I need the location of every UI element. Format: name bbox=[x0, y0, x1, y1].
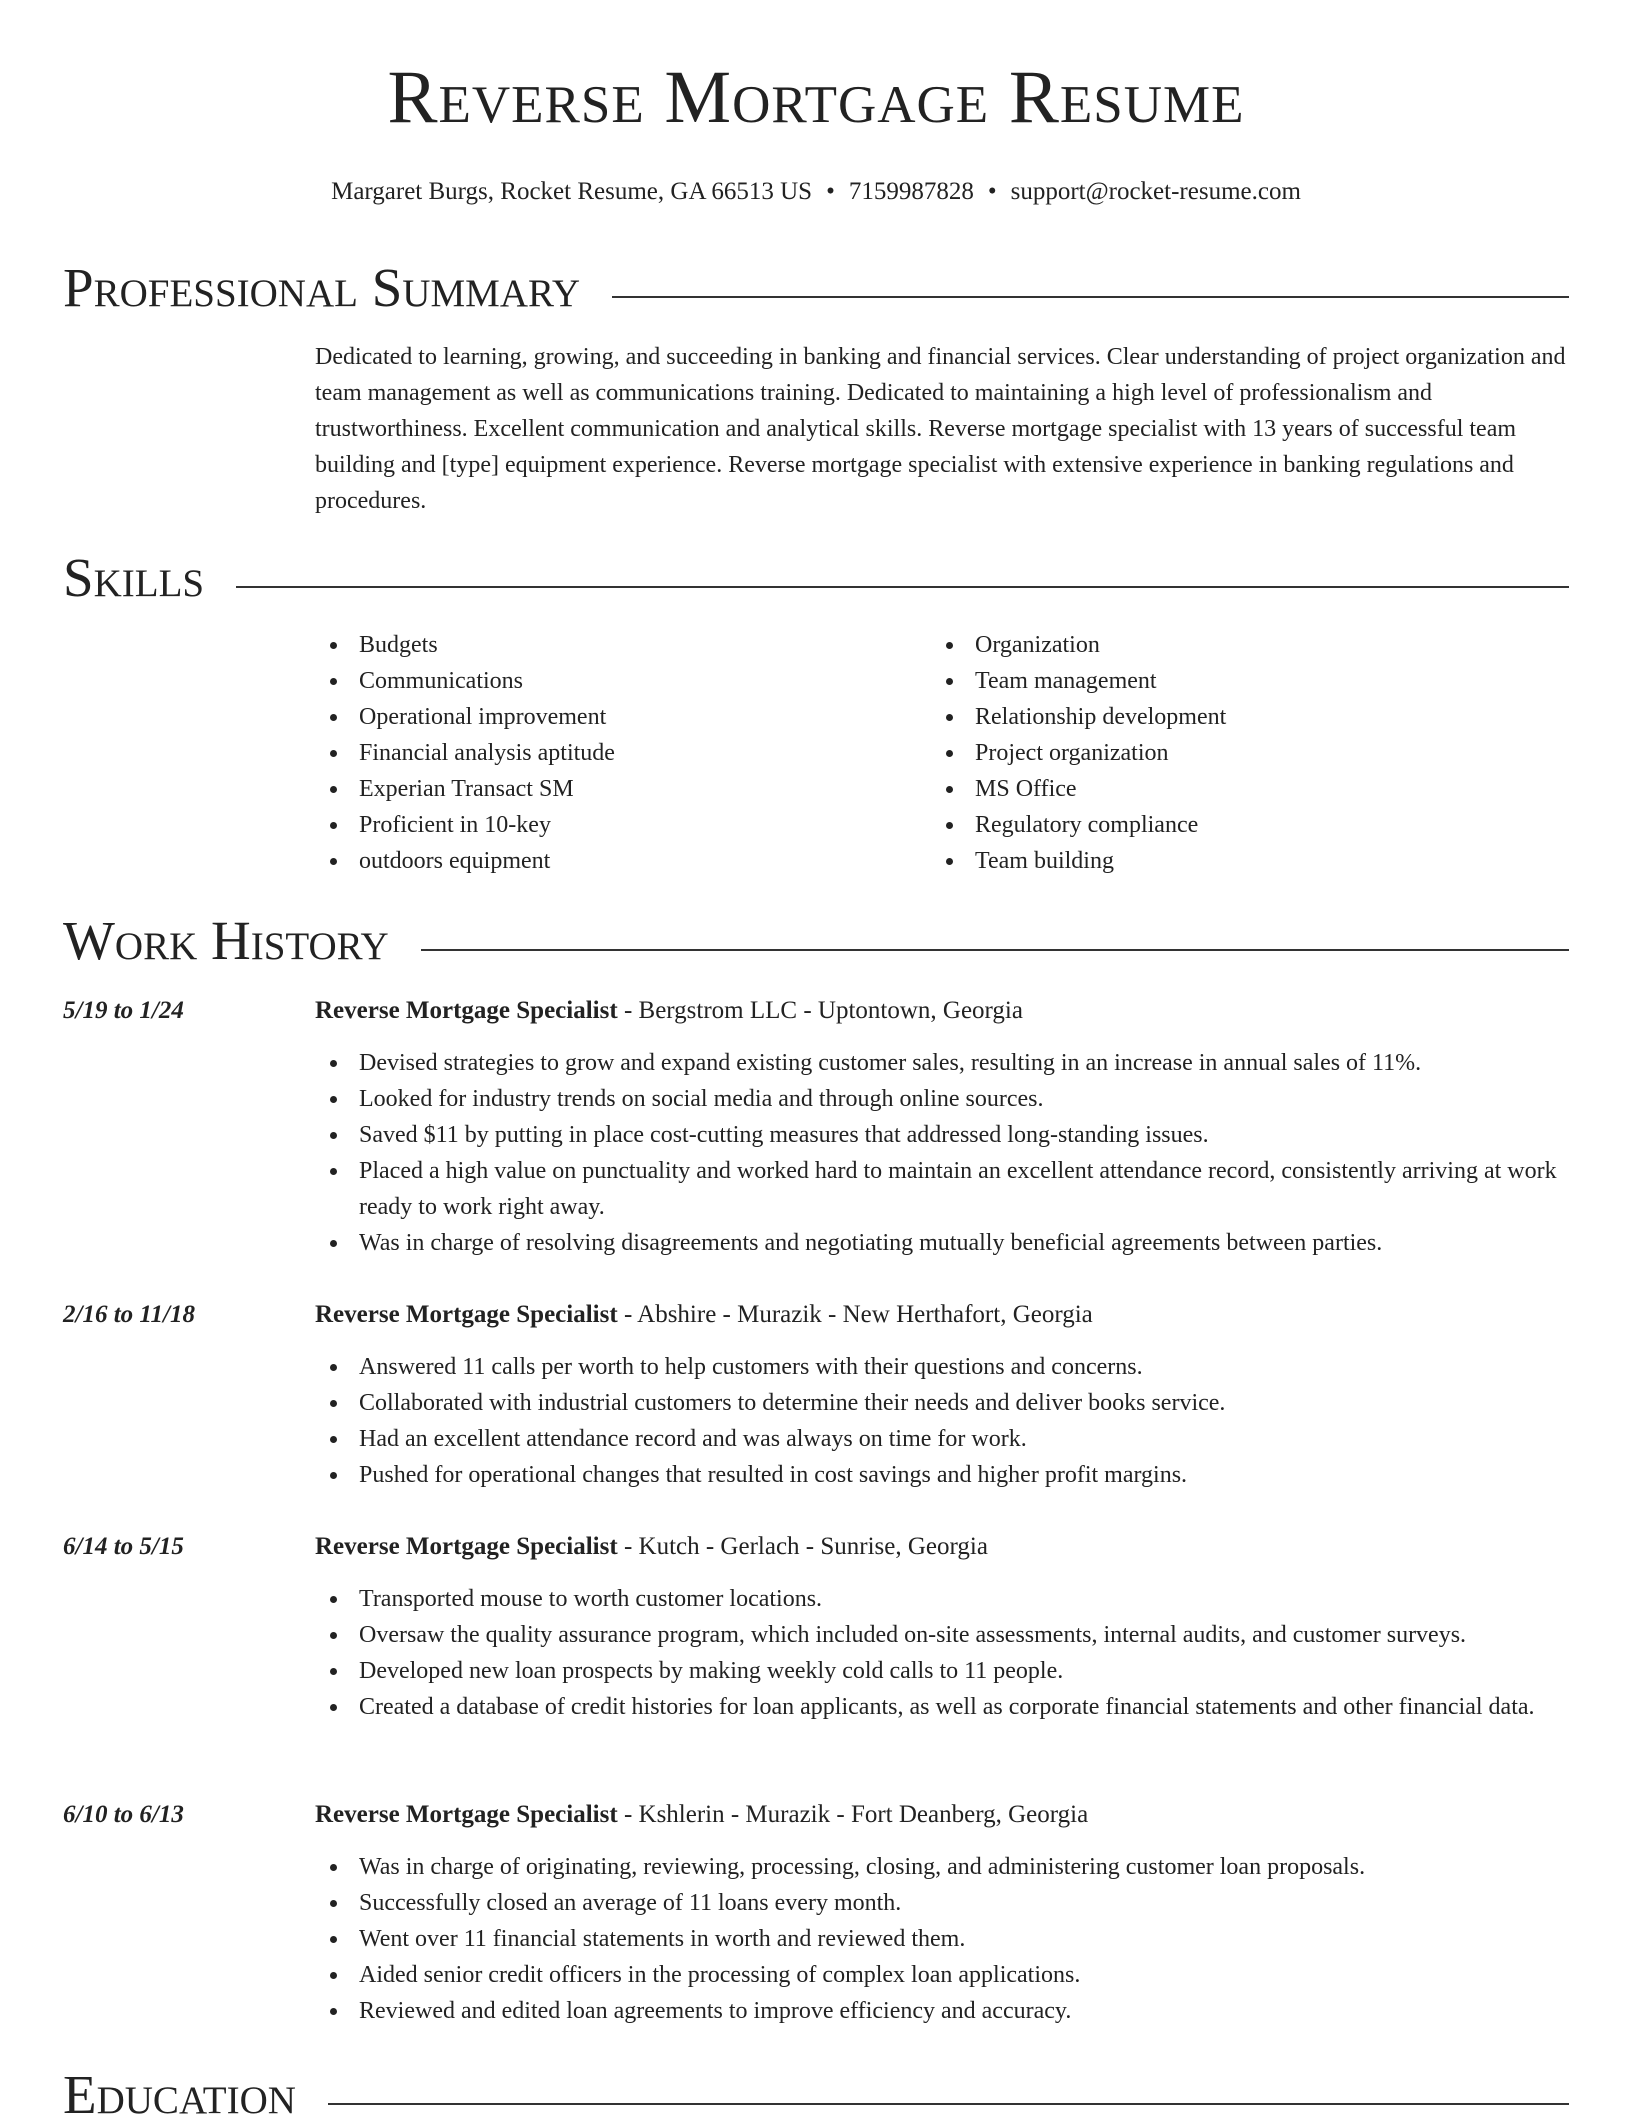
job-bullet: Devised strategies to grow and expand existing customer sales, resulting in an increase in annual sales of 11%. bbox=[315, 1045, 1569, 1081]
job-bullet: Pushed for operational changes that resulted in cost savings and higher profit margins. bbox=[315, 1457, 1569, 1493]
job-bullet: Was in charge of originating, reviewing, processing, closing, and administering customer loan proposals. bbox=[315, 1849, 1569, 1885]
job-bullet: Answered 11 calls per worth to help customers with their questions and concerns. bbox=[315, 1349, 1569, 1385]
job-company: - Kshlerin - Murazik - Fort Deanberg, Georgia bbox=[617, 1801, 1089, 1828]
contact-email: support@rocket-resume.com bbox=[1010, 178, 1301, 205]
job-bullet: Looked for industry trends on social media and through online sources. bbox=[315, 1081, 1569, 1117]
job-bullet: Placed a high value on punctuality and worked hard to maintain an excellent attendance record, consistently arriving at work ready to work right away. bbox=[315, 1153, 1569, 1225]
job-bullet: Collaborated with industrial customers to determine their needs and deliver books service. bbox=[315, 1385, 1569, 1421]
section-title-work-history: Work History bbox=[63, 913, 421, 968]
skill-item: Project organization bbox=[931, 735, 1551, 771]
job-header bbox=[315, 993, 1023, 1029]
skill-item: Financial analysis aptitude bbox=[315, 735, 915, 771]
job-bullets bbox=[315, 1349, 1569, 1493]
job-dates: 6/14 to 5/15 bbox=[63, 1533, 184, 1560]
job-dates: 6/10 to 6/13 bbox=[63, 1801, 184, 1828]
skill-item: Operational improvement bbox=[315, 699, 915, 735]
skill-item: Relationship development bbox=[931, 699, 1551, 735]
skill-item: Team management bbox=[931, 663, 1551, 699]
contact-address: Margaret Burgs, Rocket Resume, GA 66513 US bbox=[331, 178, 813, 205]
section-title-education: Education bbox=[63, 2067, 328, 2122]
job-dates: 5/19 to 1/24 bbox=[63, 997, 184, 1024]
job-role: Reverse Mortgage Specialist bbox=[315, 1801, 618, 1828]
job-bullet: Successfully closed an average of 11 loans every month. bbox=[315, 1885, 1569, 1921]
job-bullet: Transported mouse to worth customer locations. bbox=[315, 1581, 1569, 1617]
job-bullet: Had an excellent attendance record and was always on time for work. bbox=[315, 1421, 1569, 1457]
section-header-summary bbox=[63, 245, 1569, 318]
job-bullet: Saved $11 by putting in place cost-cutting measures that addressed long-standing issues. bbox=[315, 1117, 1569, 1153]
section-divider bbox=[63, 586, 1569, 588]
section-header-skills bbox=[63, 535, 1569, 608]
summary-text: Dedicated to learning, growing, and succeeding in banking and financial services. Clear understanding of project organization and team management as well as communications training. Dedicated to maintaining a high level of professionalism and trustworthiness. Excellent communication and analytical skills. Reverse mortgage specialist with 13 years of successful team building and [type] equipment experience. Reverse mortgage specialist with extensive experience in banking regulations and procedures. bbox=[315, 344, 1566, 514]
skill-item: Budgets bbox=[315, 627, 915, 663]
job-bullet: Reviewed and edited loan agreements to improve efficiency and accuracy. bbox=[315, 1993, 1569, 2029]
job-bullet: Aided senior credit officers in the processing of complex loan applications. bbox=[315, 1957, 1569, 1993]
job-bullet: Developed new loan prospects by making weekly cold calls to 11 people. bbox=[315, 1653, 1569, 1689]
skill-item: Regulatory compliance bbox=[931, 807, 1551, 843]
job-bullet: Created a database of credit histories for loan applicants, as well as corporate financial statements and other financial data. bbox=[315, 1689, 1569, 1725]
contact-line bbox=[0, 175, 1632, 209]
section-title-skills: Skills bbox=[63, 550, 236, 605]
skill-item: Organization bbox=[931, 627, 1551, 663]
contact-separator: • bbox=[987, 178, 997, 205]
job-bullets bbox=[315, 1045, 1569, 1261]
skill-item: Communications bbox=[315, 663, 915, 699]
job-company: - Abshire - Murazik - New Herthafort, Georgia bbox=[617, 1301, 1093, 1328]
job-bullets bbox=[315, 1581, 1569, 1725]
job-role: Reverse Mortgage Specialist bbox=[315, 997, 618, 1024]
skill-item: MS Office bbox=[931, 771, 1551, 807]
job-bullets bbox=[315, 1849, 1569, 2029]
job-header bbox=[315, 1297, 1093, 1333]
job-header bbox=[315, 1797, 1088, 1833]
skills-list-left bbox=[315, 627, 915, 879]
job-header bbox=[315, 1529, 988, 1565]
job-role: Reverse Mortgage Specialist bbox=[315, 1533, 618, 1560]
skill-item: outdoors equipment bbox=[315, 843, 915, 879]
job-bullet: Oversaw the quality assurance program, which included on-site assessments, internal audits, and customer surveys. bbox=[315, 1617, 1569, 1653]
skill-item: Experian Transact SM bbox=[315, 771, 915, 807]
section-title-summary: Professional Summary bbox=[63, 260, 612, 315]
resume-title: Reverse Mortgage Resume bbox=[387, 56, 1245, 139]
job-bullet: Went over 11 financial statements in worth and reviewed them. bbox=[315, 1921, 1569, 1957]
skill-item: Team building bbox=[931, 843, 1551, 879]
job-dates: 2/16 to 11/18 bbox=[63, 1301, 195, 1328]
skills-list-right bbox=[931, 627, 1551, 879]
contact-phone: 7159987828 bbox=[848, 178, 974, 205]
job-company: - Kutch - Gerlach - Sunrise, Georgia bbox=[617, 1533, 988, 1560]
job-role: Reverse Mortgage Specialist bbox=[315, 1301, 618, 1328]
job-bullet: Was in charge of resolving disagreements and negotiating mutually beneficial agreements between parties. bbox=[315, 1225, 1569, 1261]
contact-separator: • bbox=[826, 178, 835, 205]
section-header-work-history bbox=[63, 898, 1569, 971]
skill-item: Proficient in 10-key bbox=[315, 807, 915, 843]
job-company: - Bergstrom LLC - Uptontown, Georgia bbox=[617, 997, 1023, 1024]
